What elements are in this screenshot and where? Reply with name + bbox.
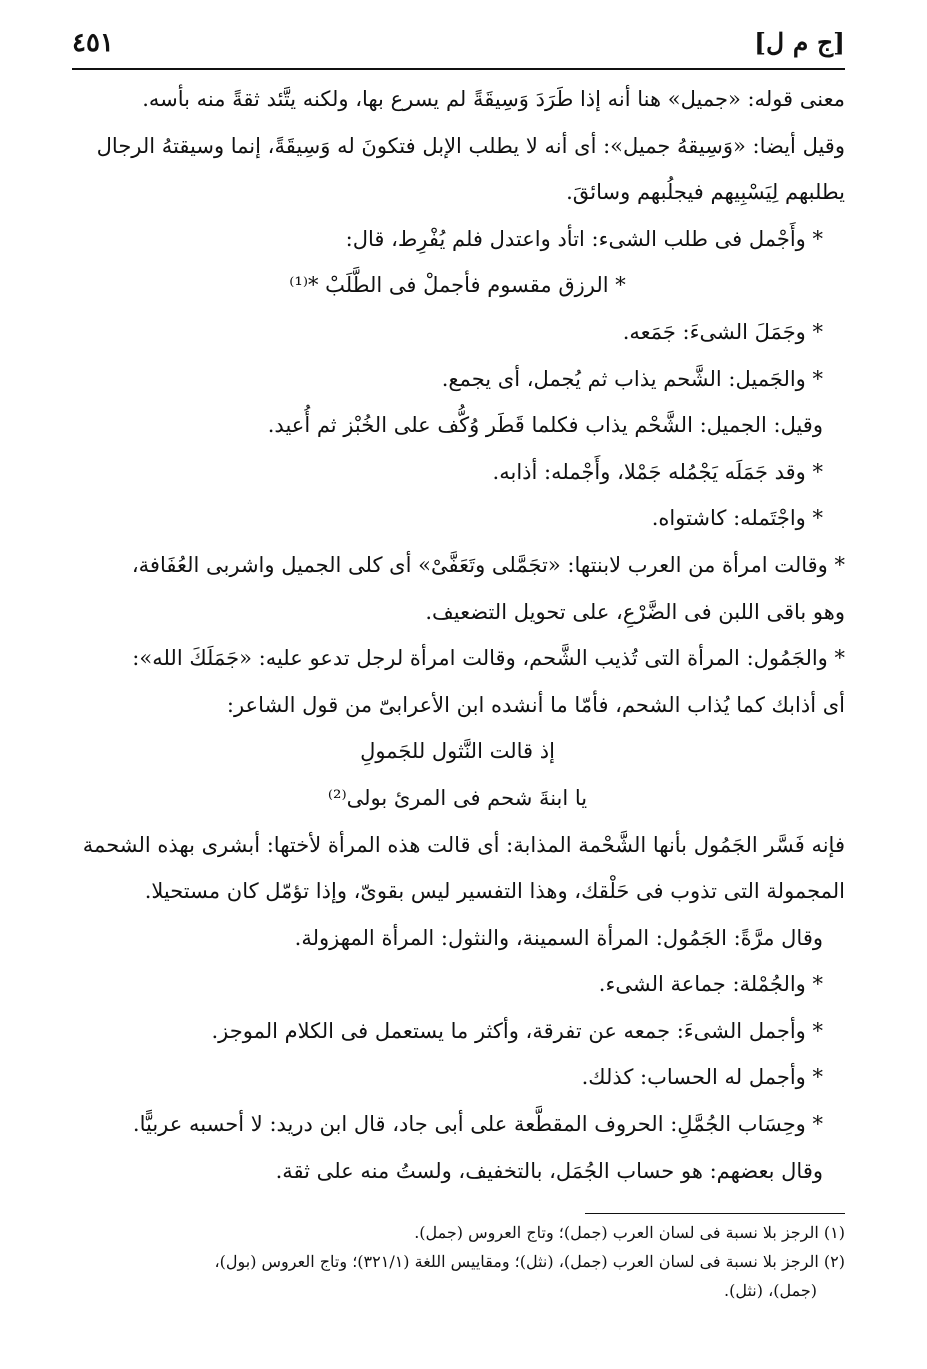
verse-line: إذ قالت النَّثول للجَمولِ xyxy=(360,739,555,764)
footnote: (جمل)، (نثل). xyxy=(724,1281,817,1300)
text-line: وقال بعضهم: هو حساب الجُمَل، بالتخفيف، ولستُ منه على ثقة. xyxy=(275,1158,823,1183)
footnote-divider xyxy=(585,1213,845,1214)
text-line: فإنه فَسَّر الجَمُول بأنها الشَّحْمة المذابة: أى قالت هذه المرأة لأختها: أبشرى بهذه الشحمة xyxy=(82,832,845,857)
text-line: * والجُمْلة: جماعة الشىء. xyxy=(598,972,823,997)
text-line: * واجْتَمله: كاشتواه. xyxy=(651,506,823,531)
text-line: * وأَجْمل فى طلب الشىء: اتأد واعتدل فلم يُفْرِط، قال: xyxy=(345,226,823,251)
footnote: (٢) الرجز بلا نسبة فى لسان العرب (جمل)، (نثل)؛ ومقاييس اللغة (٣٢١/١)؛ وتاج العروس (بول)، xyxy=(214,1252,845,1271)
footnote: (١) الرجز بلا نسبة فى لسان العرب (جمل)؛ وتاج العروس (جمل). xyxy=(414,1223,845,1242)
text-line: وهو باقى اللبن فى الضَّرْعِ، على تحويل التضعيف. xyxy=(425,599,845,624)
text-line: * والجَمُول: المرأة التى تُذيب الشَّحم، وقالت امرأة لرجل تدعو عليه: «جَمَلَكَ الله»: xyxy=(132,646,845,671)
text-line: أى أذابك كما يُذاب الشحم، فأمّا ما أنشده ابن الأعرابىّ من قول الشاعر: xyxy=(226,692,845,717)
text-line: المجمولة التى تذوب فى حَلْقك، وهذا التفسير ليس بقوىّ، وإذا تؤمّل كان مستحيلا. xyxy=(144,879,845,904)
text-line: * وقالت امرأة من العرب لابنتها: «تجَمَّلى وتَعَفَّىْ» أى كلى الجميل واشربى العُفَافة، xyxy=(131,552,845,577)
text-line: معنى قوله: «جميل» هنا أنه إذا طَرَدَ وَسِيقَةً لم يسرع بها، ولكنه يتَّئد ثقةً منه بأسه. xyxy=(142,87,845,111)
root-heading: [ج م ل] xyxy=(754,28,845,57)
page-number: ٤٥١ xyxy=(72,28,114,58)
header-divider xyxy=(72,68,845,70)
text-line: * وجَمَلَ الشىءَ: جَمَعه. xyxy=(622,319,823,344)
text-line: * وحِسَاب الجُمَّلِ: الحروف المقطَّعة على أبى جاد، قال ابن دريد: لا أحسبه عربيًّا. xyxy=(132,1112,823,1137)
main-text xyxy=(70,76,845,1194)
text-line: يطلبهم لِيَسْبِيهم فيجلُبهم وسائقَ. xyxy=(566,180,845,205)
verse-line: يا ابنةَ شحم فى المرئ بولى⁽²⁾ xyxy=(327,785,588,810)
text-line: وقال مرَّةً: الجَمُول: المرأة السمينة، والنثول: المرأة المهزولة. xyxy=(294,925,823,950)
text-line: * وقد جَمَلَه يَجْمُله جَمْلا، وأَجْمله: أذابه. xyxy=(492,459,823,484)
page-header xyxy=(72,26,845,66)
text-line: * والجَميل: الشَّحم يذاب ثم يُجمل، أى يجمع. xyxy=(441,366,823,391)
verse-line: * الرزق مقسوم فأجملْ فى الطَّلَبْ *⁽¹⁾ xyxy=(289,273,626,298)
text-line: وقيل: الجميل: الشَّحْم يذاب فكلما قَطَر وُكُّف على الخُبْز ثم أُعيد. xyxy=(267,413,823,438)
footnotes xyxy=(70,1218,845,1305)
text-line: وقيل أيضا: «وَسِيقهُ جميل»: أى أنه لا يطلب الإبل فتكونَ له وَسِيقَةً، إنما وسيقتهُ الرجال xyxy=(96,133,845,158)
text-line: * وأجمل الشىءَ: جمعه عن تفرقة، وأكثر ما يستعمل فى الكلام الموجز. xyxy=(211,1018,823,1043)
text-line: * وأجمل له الحساب: كذلك. xyxy=(581,1065,823,1090)
